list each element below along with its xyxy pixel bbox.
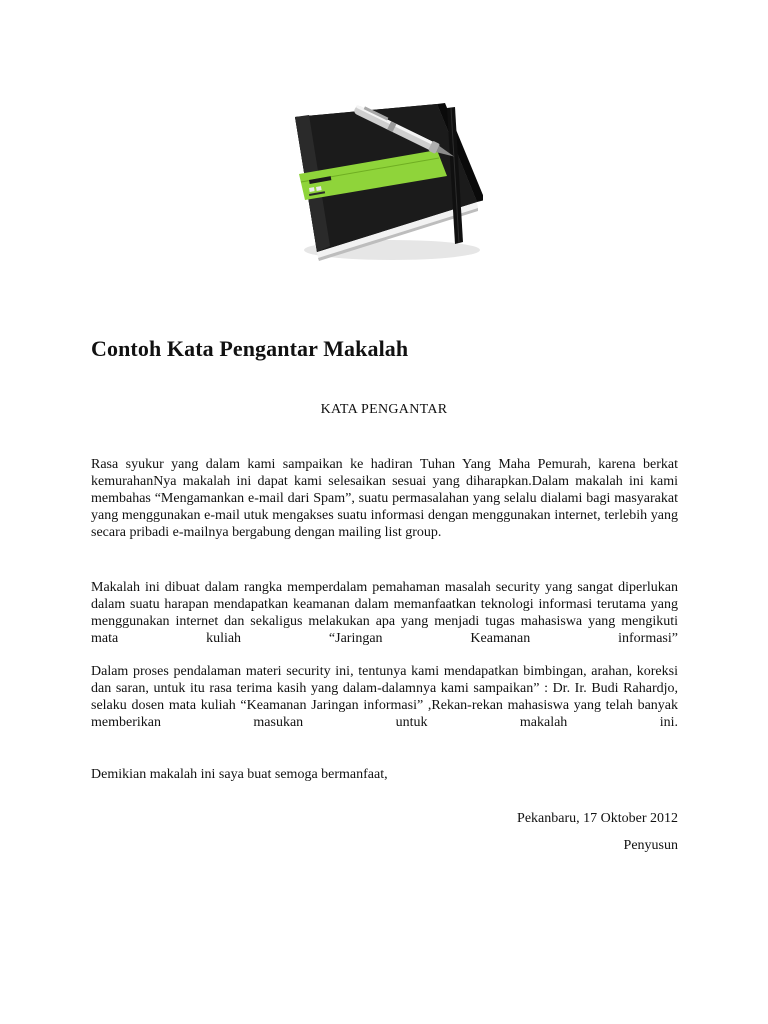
paragraph-3 bbox=[91, 663, 678, 731]
notebook-illustration bbox=[287, 92, 483, 262]
section-heading: KATA PENGANTAR bbox=[320, 402, 448, 417]
closing-paragraph: Demikian makalah ini saya buat semoga bermanfaat, bbox=[91, 767, 388, 782]
place-date: Pekanbaru, 17 Oktober 2012 bbox=[517, 811, 678, 826]
notebook-pen-image bbox=[287, 92, 483, 262]
author-signature: Penyusun bbox=[623, 838, 678, 853]
paragraph-2 bbox=[91, 579, 678, 647]
paragraph-1: Rasa syukur yang dalam kami sampaikan ke hadiran Tuhan Yang Maha Pemurah, karena berkat kemurahanNya makalah ini dapat kami selesaikan sesuai yang diharapkan.Dalam makalah ini kami membahas “Mengamankan e-mail dari Spam”, suatu permasalahan yang selalu dialami bagi masyarakat yang menggunakan e-mail utuk mengakses suatu informasi dengan menggunakan internet, terlebih yang secara pribadi e-mailnya bergabung dengan mailing list group. bbox=[91, 457, 678, 540]
paragraph-3-text: Dalam proses pendalaman materi security ini, tentunya kami mendapatkan bimbingan, arahan, koreksi dan saran, untuk itu rasa terima kasih yang dalam-dalamnya kami sampaikan” : Dr. Ir. Budi Rahardjo, selaku dosen mata kuliah “Keamanan Jaringan informasi” ,Rekan-rekan mahasiswa yang telah banyak memberikan masukan untuk makalah ini. bbox=[91, 664, 678, 730]
document-title: Contoh Kata Pengantar Makalah bbox=[91, 336, 409, 361]
paragraph-2-text: Makalah ini dibuat dalam rangka memperdalam pemahaman masalah security yang sangat diperlukan dalam suatu harapan mendapatkan keamanan dalam memanfaatkan teknologi informasi terutama yang menggunakan internet dan sekaligus melakukan apa yang menjadi tugas mahasiswa yang mengikuti mata kuliah “Jaringan Keamanan informasi” bbox=[91, 580, 678, 646]
